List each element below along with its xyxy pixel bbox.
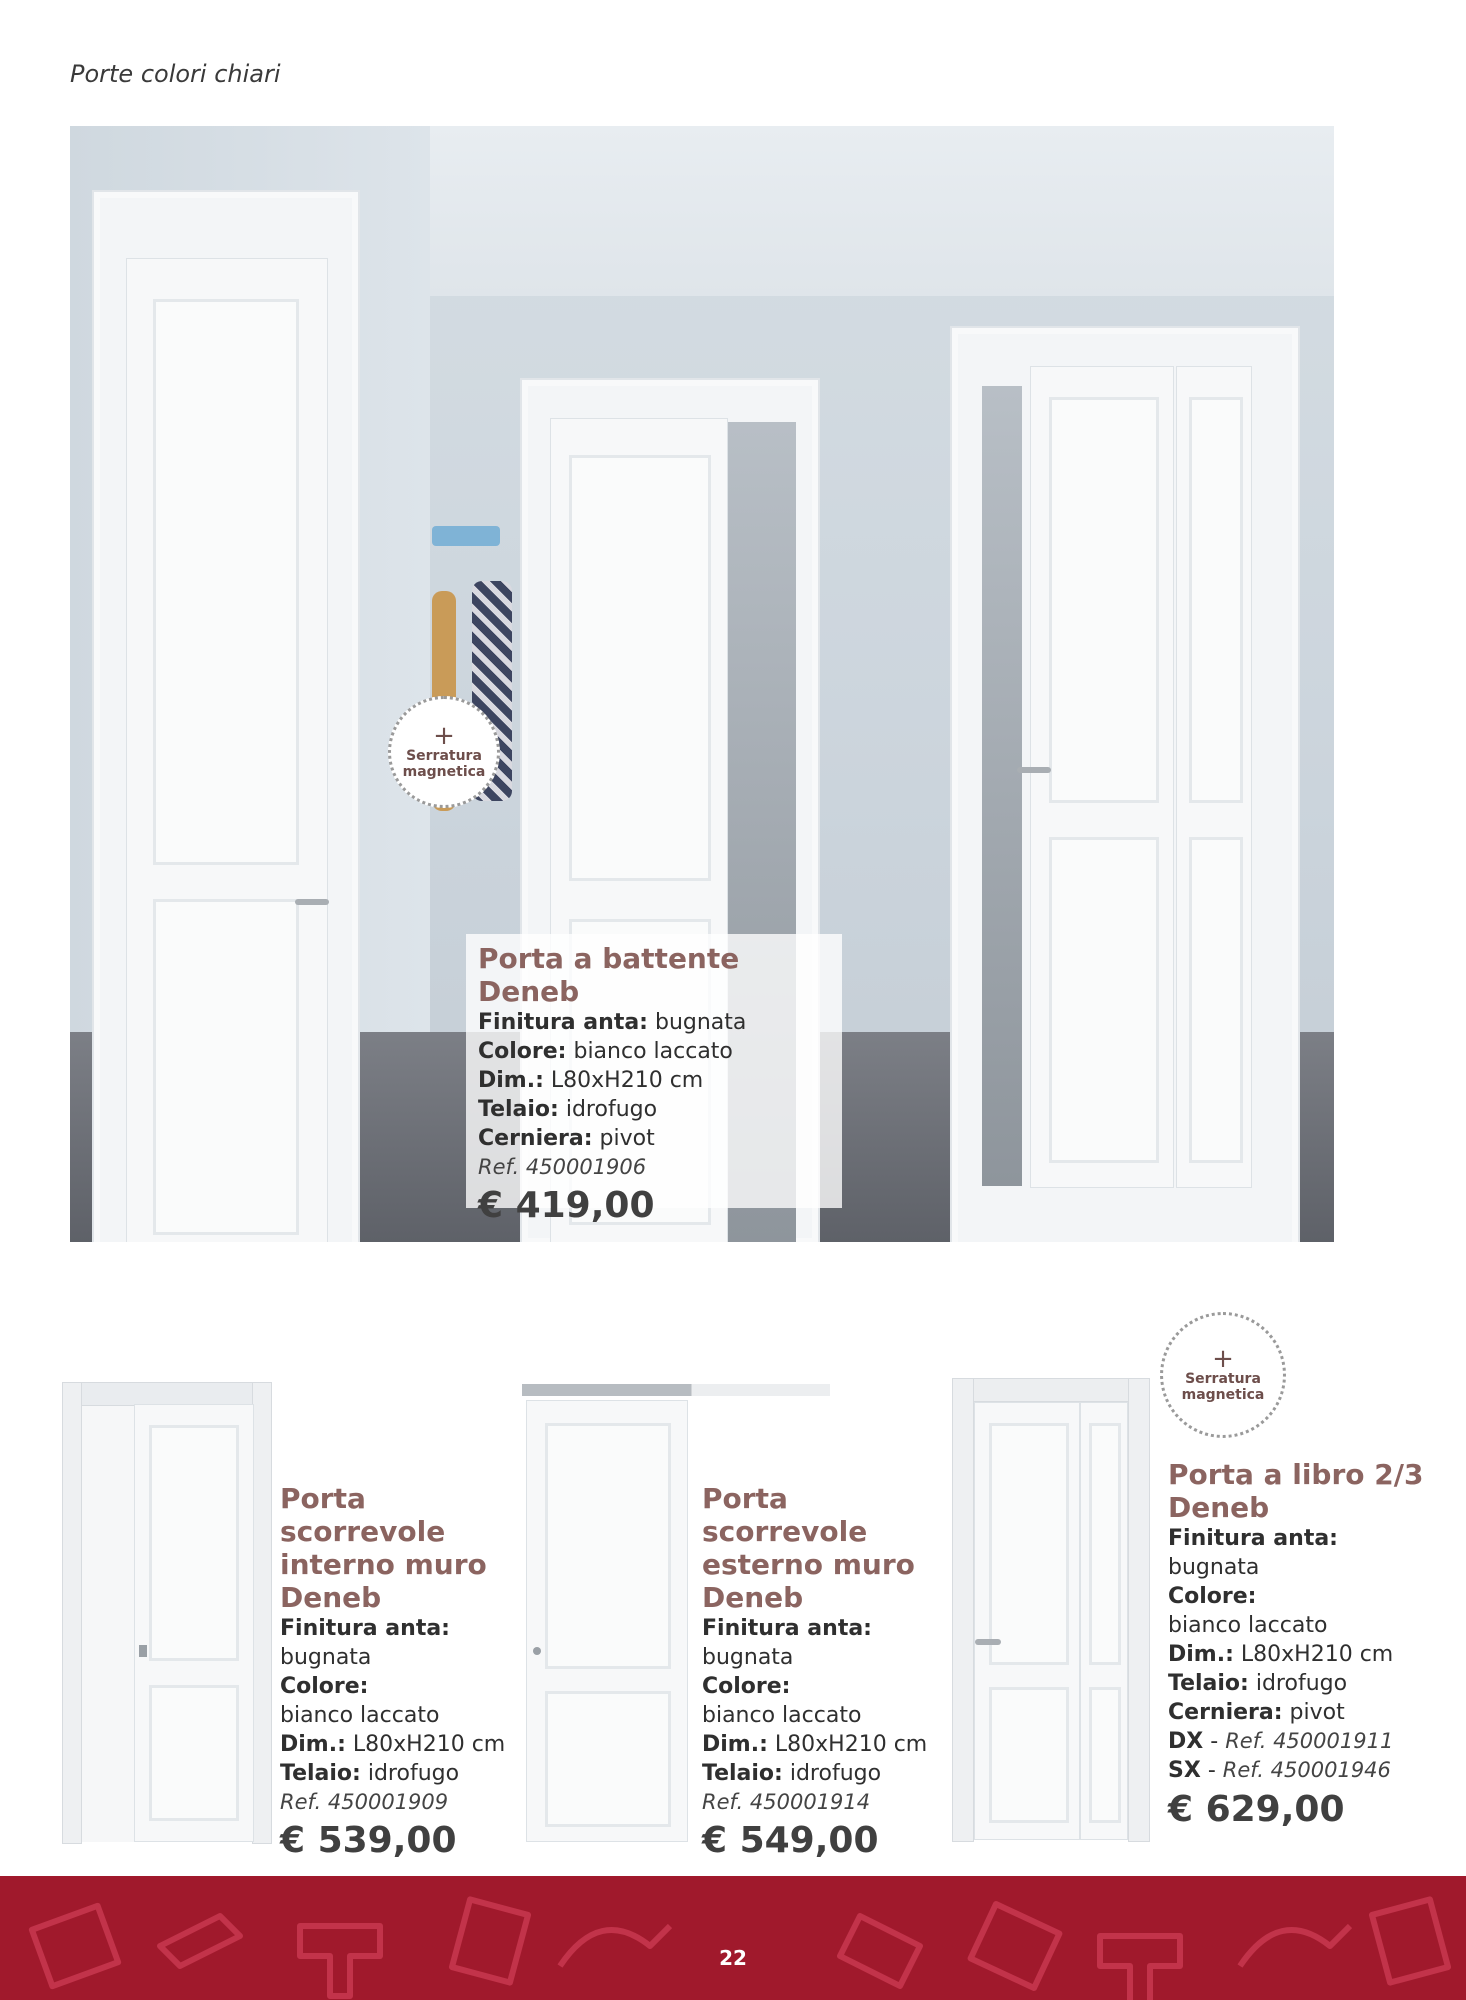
product-price: € 629,00: [1168, 1789, 1345, 1830]
door-panel: [569, 455, 711, 881]
paint-can-icon: [1372, 1899, 1448, 1982]
ref-dx: DX - Ref. 450001911: [1168, 1729, 1394, 1754]
door-panel: [1049, 397, 1159, 803]
door-panel: [1189, 397, 1243, 803]
pocket-door-image: [62, 1382, 270, 1842]
plus-icon: +: [433, 721, 455, 751]
door-panel: [153, 299, 299, 865]
spec-frame: Telaio: idrofugo: [280, 1761, 460, 1786]
product-title-line: esterno muro: [702, 1548, 915, 1581]
product-ref: Ref. 450001906: [478, 1155, 647, 1179]
folding-door-leaf-1: [1030, 366, 1174, 1188]
door-frame-top: [62, 1382, 272, 1406]
product-info-libro: [1168, 1458, 1428, 1835]
door-frame-side: [952, 1378, 974, 1842]
paint-can-icon: [452, 1899, 528, 1982]
door-panel: [149, 1685, 239, 1821]
spec-dimensions: Dim.: L80xH210 cm: [702, 1732, 928, 1757]
spec-finish: Finitura anta: bugnata: [478, 1010, 747, 1035]
spec-color-label: Colore:: [702, 1674, 791, 1699]
door-frame-side: [62, 1382, 82, 1844]
door-handle: [295, 899, 329, 905]
product-title-line: Deneb: [280, 1581, 382, 1614]
door-panel: [1049, 837, 1159, 1163]
spec-color-value: bianco laccato: [280, 1703, 440, 1728]
page-number: 22: [719, 1946, 747, 1970]
door-panel: [1089, 1687, 1121, 1823]
door-frame-top: [952, 1378, 1150, 1402]
spec-finish-value: bugnata: [1168, 1555, 1260, 1580]
spec-finish-value: bugnata: [280, 1645, 372, 1670]
spec-frame: Telaio: idrofugo: [702, 1761, 882, 1786]
product-price: € 539,00: [280, 1820, 457, 1861]
spec-color-label: Colore:: [280, 1674, 369, 1699]
footer-band: [0, 1876, 1466, 2000]
section-title: Porte colori chiari: [70, 60, 281, 88]
magnetic-lock-badge: [388, 696, 500, 808]
spec-color: Colore: bianco laccato: [478, 1039, 733, 1064]
door-panel: [989, 1687, 1069, 1823]
door-panel: [1089, 1423, 1121, 1665]
spec-finish-value: bugnata: [702, 1645, 794, 1670]
door-panel: [153, 899, 299, 1235]
spec-hinge: Cerniera: pivot: [1168, 1700, 1345, 1725]
door-panel: [545, 1423, 671, 1669]
product-title: Porta a battente Deneb: [478, 942, 740, 1008]
folding-door-leaf-2: [1176, 366, 1252, 1188]
spec-color-label: Colore:: [1168, 1584, 1257, 1609]
door-handle: [975, 1639, 1001, 1645]
door-handle: [139, 1645, 147, 1657]
door-panel: [545, 1691, 671, 1827]
product-price: € 419,00: [478, 1185, 655, 1226]
product-title-line: Deneb: [702, 1581, 804, 1614]
door-handle: [1017, 767, 1051, 773]
product-title-line: Porta a libro 2/3: [1168, 1458, 1424, 1491]
door-opening: [982, 386, 1022, 1186]
spec-dimensions: Dim.: L80xH210 cm: [280, 1732, 506, 1757]
product-info-scorrevole-esterno: [702, 1482, 952, 1866]
sliding-rail: [522, 1384, 830, 1396]
product-price: € 549,00: [702, 1820, 879, 1861]
spec-finish-label: Finitura anta:: [280, 1616, 450, 1641]
product-ref: Ref. 450001909: [280, 1790, 449, 1814]
ref-sx: SX - Ref. 450001946: [1168, 1758, 1391, 1783]
door-panel: [1189, 837, 1243, 1163]
product-title-line: Porta scorrevole: [280, 1482, 446, 1548]
folding-door-image: [952, 1378, 1148, 1840]
badge-line2: magnetica: [402, 764, 486, 780]
badge-line2: magnetica: [1181, 1387, 1265, 1403]
spec-color-value: bianco laccato: [1168, 1613, 1328, 1638]
door-panel: [989, 1423, 1069, 1665]
door-leaf-1: [974, 1402, 1080, 1840]
spec-frame: Telaio: idrofugo: [478, 1097, 658, 1122]
product-title-line: interno muro: [280, 1548, 487, 1581]
badge-line1: Serratura: [406, 748, 482, 764]
badge-line1: Serratura: [1185, 1371, 1261, 1387]
product-ref: Ref. 450001914: [702, 1790, 871, 1814]
door-handle: [533, 1647, 541, 1655]
product-title-line: Porta scorrevole: [702, 1482, 868, 1548]
door-leaf: [526, 1400, 688, 1842]
product-info-scorrevole-interno: [280, 1482, 530, 1866]
plus-icon: +: [1212, 1344, 1234, 1374]
spec-finish-label: Finitura anta:: [1168, 1526, 1338, 1551]
door-leaf-2: [1080, 1402, 1128, 1840]
spec-color-value: bianco laccato: [702, 1703, 862, 1728]
spec-finish-label: Finitura anta:: [702, 1616, 872, 1641]
door-frame-side: [1128, 1378, 1150, 1842]
door-leaf: [134, 1404, 254, 1842]
magnetic-lock-badge: [1160, 1312, 1286, 1438]
spec-dimensions: Dim.: L80xH210 cm: [478, 1068, 704, 1093]
spec-dimensions: Dim.: L80xH210 cm: [1168, 1642, 1394, 1667]
spec-hinge: Cerniera: pivot: [478, 1126, 655, 1151]
product-title-line: Deneb: [1168, 1491, 1270, 1524]
swing-door-leaf: [126, 258, 328, 1242]
coat-rack: [432, 526, 500, 546]
spec-frame: Telaio: idrofugo: [1168, 1671, 1348, 1696]
door-panel: [149, 1425, 239, 1661]
door-frame-side: [252, 1382, 272, 1844]
footer-tool-pattern: [0, 1876, 1466, 2000]
product-info-battente: [466, 934, 842, 1226]
